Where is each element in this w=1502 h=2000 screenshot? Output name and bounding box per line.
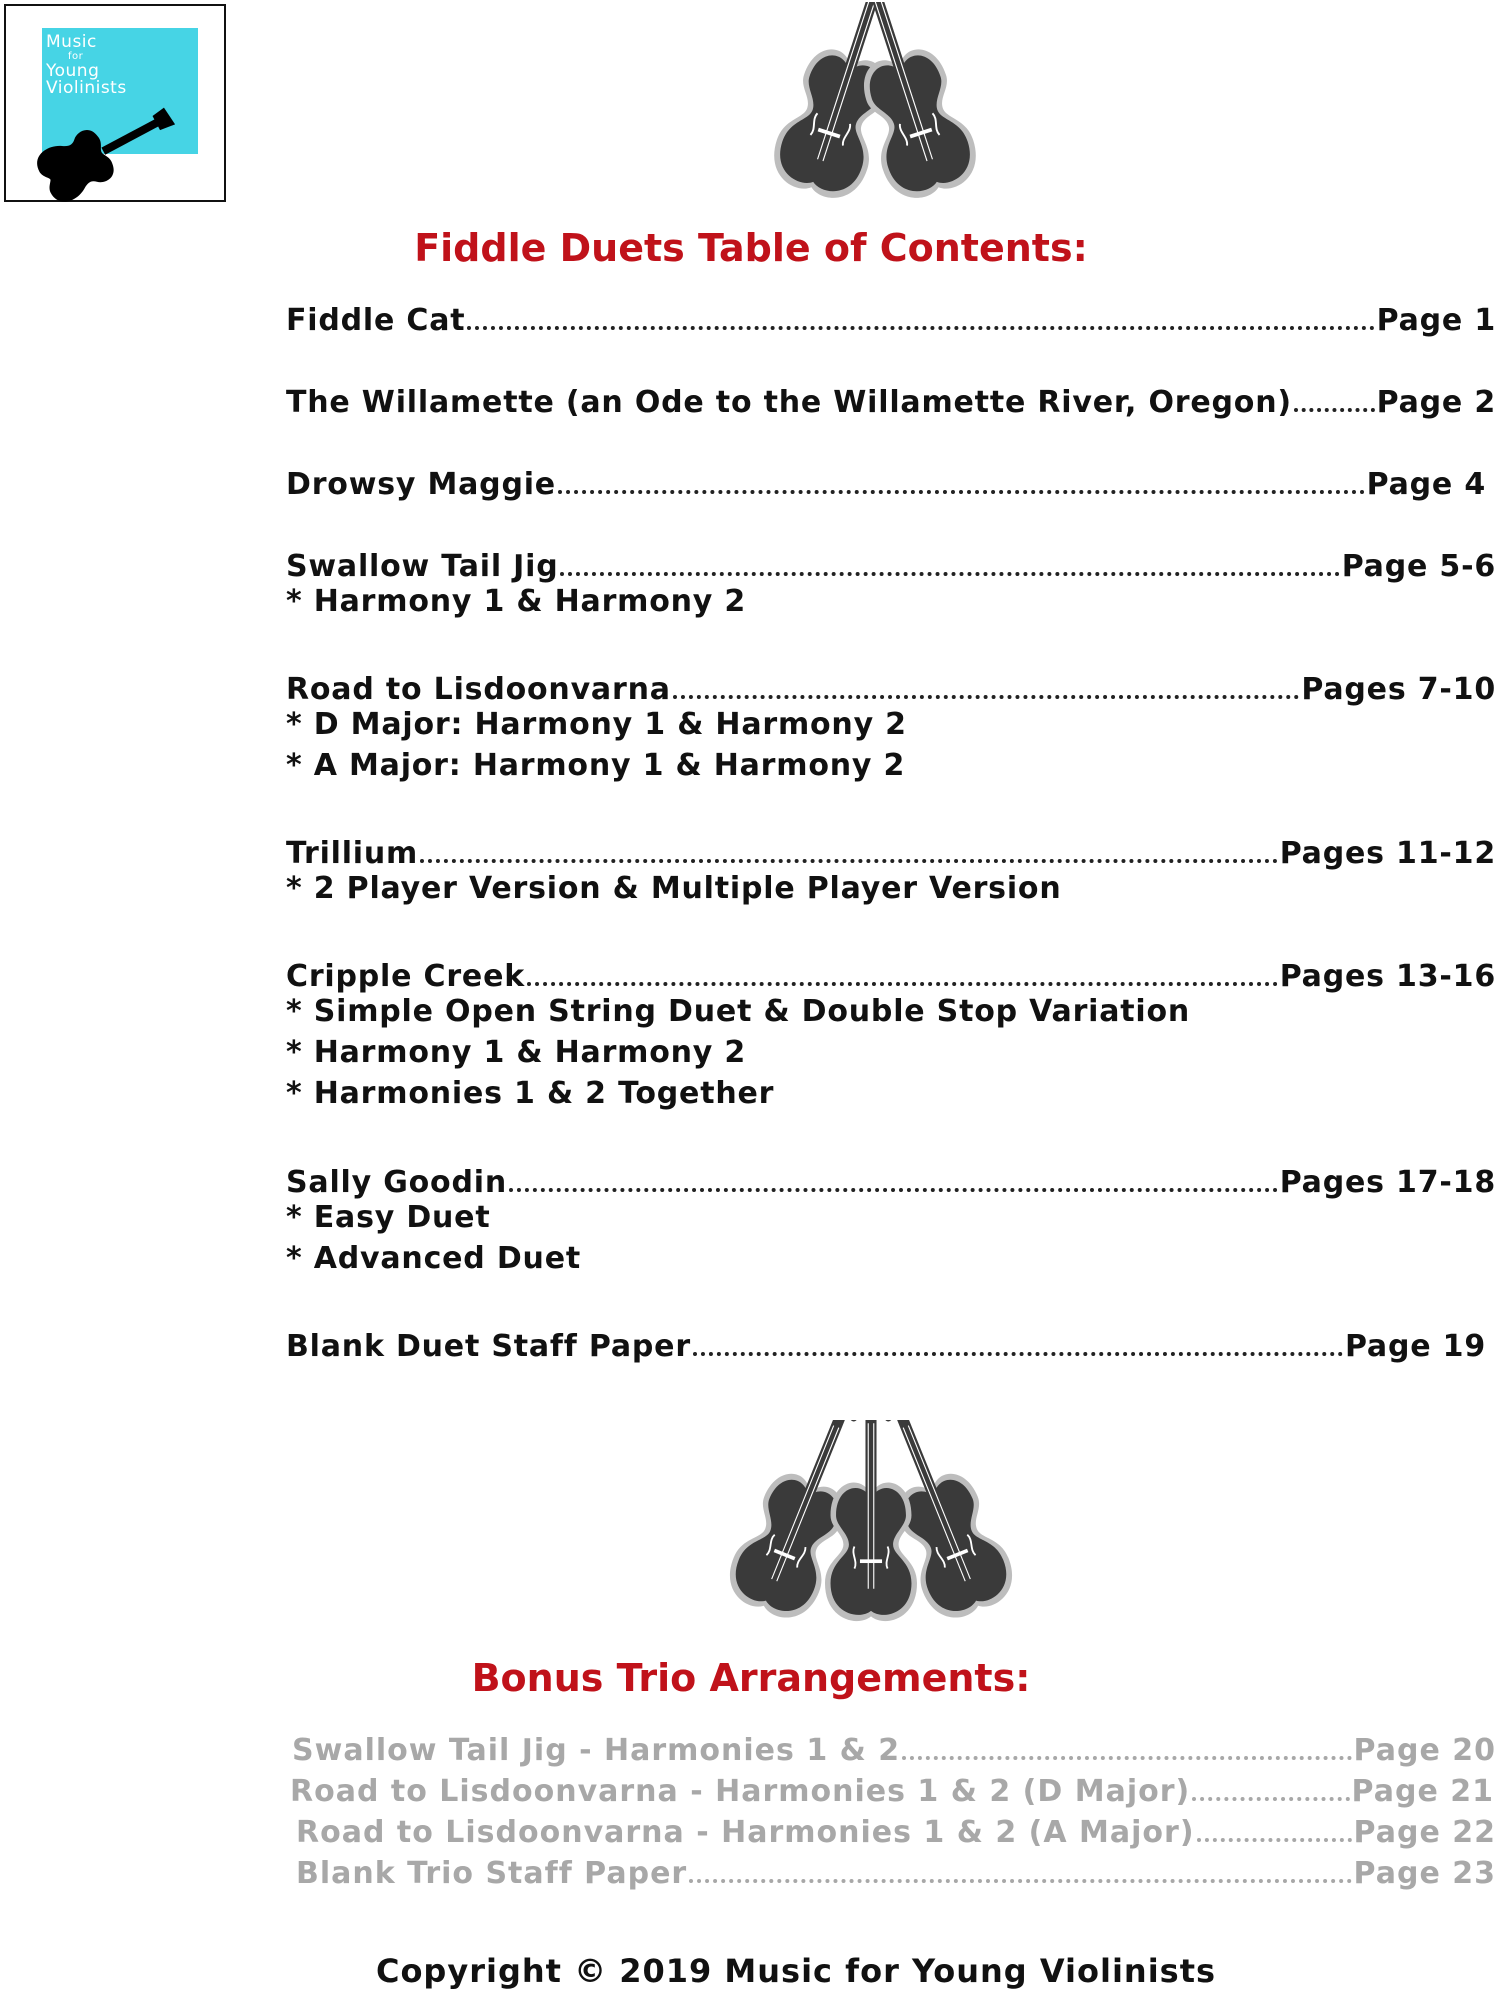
dot-leader <box>1294 408 1375 412</box>
logo-line-4: Violinists <box>46 78 127 98</box>
bonus-entry-page: Page 20 <box>1353 1733 1496 1768</box>
dot-leader <box>1192 1797 1349 1801</box>
logo-text <box>46 34 166 97</box>
toc-entry-cripple-creek <box>286 952 1496 994</box>
logo-line-1: Music <box>46 32 97 52</box>
toc-entry-page: Pages 7-10 <box>1301 672 1496 707</box>
toc-subentry: * Simple Open String Duet & Double Stop Variation <box>286 994 1191 1029</box>
toc-entry-title: Swallow Tail Jig <box>286 549 559 584</box>
toc-entry-swallow-tail-jig <box>286 542 1496 584</box>
dot-leader <box>558 490 1365 494</box>
toc-entry-title: Drowsy Maggie <box>286 467 556 502</box>
toc-subentry: * Harmony 1 & Harmony 2 <box>286 1035 747 1070</box>
violin-silhouette-icon <box>18 94 193 204</box>
dot-leader <box>693 1352 1343 1356</box>
toc-entry-page: Page 4 <box>1366 467 1486 502</box>
toc-entry-title: Road to Lisdoonvarna <box>286 672 671 707</box>
dot-leader <box>467 326 1374 330</box>
toc-entry-title: Blank Duet Staff Paper <box>286 1329 691 1364</box>
toc-entry-title: Sally Goodin <box>286 1165 507 1200</box>
toc-entry-drowsy-maggie <box>286 460 1486 502</box>
toc-subentry: * Harmonies 1 & 2 Together <box>286 1076 775 1111</box>
bonus-entry-page: Page 21 <box>1351 1774 1494 1809</box>
toc-entry-page: Page 5-6 <box>1341 549 1496 584</box>
dot-leader <box>689 1879 1351 1883</box>
bonus-entry <box>290 1769 1494 1809</box>
logo-line-2: for <box>68 51 84 62</box>
dot-leader <box>673 695 1300 699</box>
duet-violins-icon <box>740 2 1010 212</box>
dot-leader <box>902 1756 1351 1760</box>
logo-line-3: Young <box>46 61 100 81</box>
bonus-heading: Bonus Trio Arrangements: <box>471 1656 1031 1700</box>
toc-entry-title: Cripple Creek <box>286 959 525 994</box>
copyright-notice: Copyright © 2019 Music for Young Violinists <box>375 1952 1217 1990</box>
toc-entry-blank-duet-staff-paper <box>286 1322 1486 1364</box>
bonus-entry-page: Page 22 <box>1353 1815 1496 1850</box>
toc-subentry: * D Major: Harmony 1 & Harmony 2 <box>286 707 907 742</box>
bonus-entry-title: Blank Trio Staff Paper <box>296 1856 688 1891</box>
toc-subentry: * Harmony 1 & Harmony 2 <box>286 584 747 619</box>
dot-leader <box>420 859 1278 863</box>
toc-subentry: * A Major: Harmony 1 & Harmony 2 <box>286 748 906 783</box>
toc-subentry: * Advanced Duet <box>286 1241 581 1276</box>
dot-leader <box>509 1188 1278 1192</box>
toc-entry-page: Pages 11-12 <box>1279 836 1496 871</box>
dot-leader <box>560 572 1339 576</box>
toc-entry-trillium <box>286 829 1496 871</box>
toc-entry-road-to-lisdoonvarna <box>286 665 1496 707</box>
toc-entry-fiddle-cat <box>286 296 1496 338</box>
toc-entry-title: The Willamette (an Ode to the Willamette River, Oregon) <box>286 385 1292 420</box>
toc-subentry: * 2 Player Version & Multiple Player Version <box>286 871 1062 906</box>
bonus-entry <box>292 1728 1496 1768</box>
toc-entry-the-willamette <box>286 378 1496 420</box>
bonus-entry <box>296 1810 1496 1850</box>
trio-violins-icon <box>706 1420 1036 1640</box>
toc-entry-title: Fiddle Cat <box>286 303 466 338</box>
bonus-entry <box>296 1851 1496 1891</box>
toc-subentry: * Easy Duet <box>286 1200 491 1235</box>
toc-entry-page: Page 19 <box>1344 1329 1486 1364</box>
dot-leader <box>527 982 1278 986</box>
music-for-young-violinists-logo <box>4 4 226 202</box>
bonus-entry-title: Road to Lisdoonvarna - Harmonies 1 & 2 (D Major) <box>290 1774 1191 1809</box>
bonus-entry-title: Swallow Tail Jig - Harmonies 1 & 2 <box>292 1733 901 1768</box>
toc-entry-page: Page 2 <box>1376 385 1496 420</box>
toc-entry-title: Trillium <box>286 836 419 871</box>
dot-leader <box>1197 1838 1352 1842</box>
toc-entry-page: Page 1 <box>1376 303 1496 338</box>
toc-entry-sally-goodin <box>286 1158 1496 1200</box>
bonus-entry-page: Page 23 <box>1353 1856 1496 1891</box>
toc-heading: Fiddle Duets Table of Contents: <box>414 226 1088 270</box>
toc-entry-page: Pages 13-16 <box>1279 959 1496 994</box>
toc-entry-page: Pages 17-18 <box>1279 1165 1496 1200</box>
bonus-entry-title: Road to Lisdoonvarna - Harmonies 1 & 2 (A Major) <box>296 1815 1195 1850</box>
